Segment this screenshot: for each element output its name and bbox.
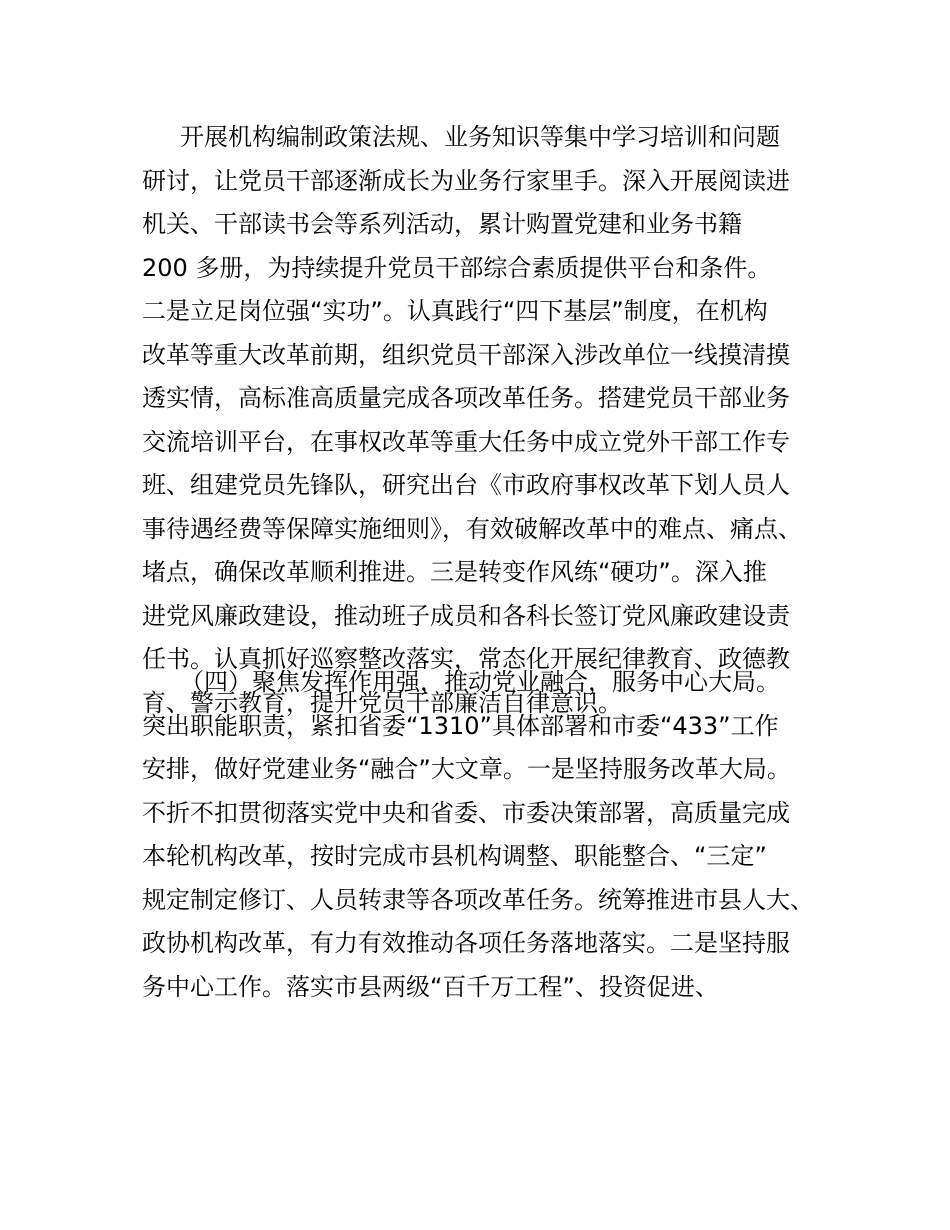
paragraph-line: 务中心工作。落实市县两级“百千万工程”、投资促进、	[142, 972, 719, 1001]
paragraph-line: 安排，做好党建业务“融合”大文章。一是坚持服务改革大局。	[142, 755, 791, 783]
paragraph-line: 规定制定修订、人员转隶等各项改革任务。统筹推进市县人大、	[142, 885, 814, 914]
paragraph-line: 政协机构改革，有力有效推动各项任务落地落实。二是坚持服	[142, 929, 790, 957]
paragraph-line: 机关、干部读书会等系列活动，累计购置党建和业务书籍	[142, 210, 742, 238]
paragraph-line: 进党风廉政建设，推动班子成员和各科长签订党风廉政建设责	[142, 601, 790, 630]
paragraph-line: 任书。认真抓好巡察整改落实，常态化开展纪律教育、政德教	[142, 645, 790, 673]
paragraph-line: 透实情，高标准高质量完成各项改革任务。搭建党员干部业务	[142, 384, 790, 412]
paragraph-line: 育、警示教育，提升党员干部廉洁自律意识。	[142, 688, 622, 717]
paragraph-line: 二是立足岗位强“实功”。认真践行“四下基层”制度，在机构	[142, 297, 768, 325]
paragraph-line: 开展机构编制政策法规、业务知识等集中学习培训和问题	[180, 123, 780, 151]
paragraph-line: 堵点，确保改革顺利推进。三是转变作风练“硬功”。深入推	[142, 558, 767, 586]
paragraph-line: 班、组建党员先锋队，研究出台《市政府事权改革下划人员人	[142, 471, 790, 499]
paragraph-2	[142, 661, 842, 1009]
paragraph-1	[142, 116, 842, 725]
paragraph-line: 事待遇经费等保障实施细则》，有效破解改革中的难点、痛点、	[142, 514, 802, 543]
paragraph-line: 改革等重大改革前期，组织党员干部深入涉改单位一线摸清摸	[142, 340, 790, 369]
section-heading-line: （四）聚焦发挥作用强，推动党业融合，服务中心大局。	[180, 668, 780, 696]
paragraph-line: 本轮机构改革，按时完成市县机构调整、职能整合、“三定”	[142, 842, 767, 870]
paragraph-line: 不折不扣贯彻落实党中央和省委、市委决策部署，高质量完成	[142, 798, 790, 827]
paragraph-line: 突出职能职责，紧扣省委“1310”具体部署和市委“433”工作	[142, 711, 779, 740]
paragraph-line: 200 多册，为持续提升党员干部综合素质提供平台和条件。	[142, 253, 772, 282]
paragraph-line: 研讨，让党员干部逐渐成长为业务行家里手。深入开展阅读进	[142, 166, 790, 195]
paragraph-line: 交流培训平台，在事权改革等重大任务中成立党外干部工作专	[142, 427, 790, 456]
